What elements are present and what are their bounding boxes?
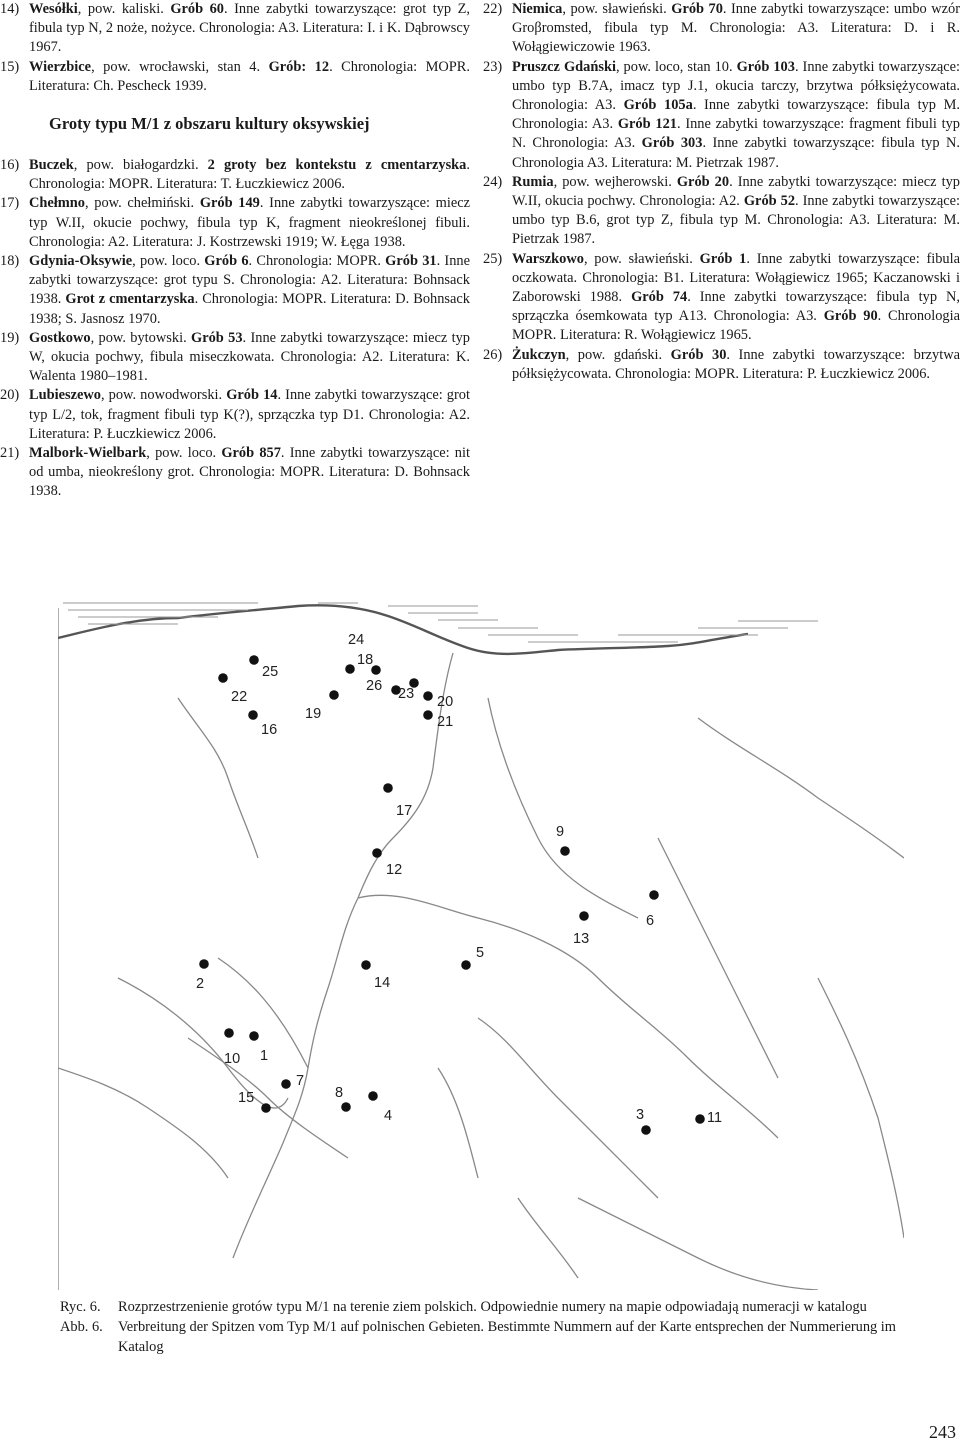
entry-number: 17) xyxy=(0,195,20,212)
entry-grave-ref: Grób 20 xyxy=(676,173,730,190)
map-label: 23 xyxy=(398,686,415,702)
map-marker xyxy=(224,1028,234,1038)
entry-number: 15) xyxy=(0,58,20,75)
entry-number: 20) xyxy=(0,387,20,404)
map-marker xyxy=(560,846,570,856)
catalog-entry xyxy=(0,386,470,444)
entry-grave-ref: Grób 149 xyxy=(199,195,260,212)
map-marker xyxy=(341,1102,351,1112)
entry-text: , pow. białogardzki. xyxy=(73,157,208,174)
page-number: 243 xyxy=(929,1422,956,1442)
catalog-list-right xyxy=(483,0,960,384)
map-label: 8 xyxy=(335,1085,344,1101)
catalog-entry xyxy=(0,156,470,194)
catalog-entry xyxy=(0,444,470,502)
entry-text: . Chronologia MOPR. Literatura: R. Wołągiewicz 1965. xyxy=(512,308,960,344)
entry-number: 22) xyxy=(483,1,503,17)
map-label: 10 xyxy=(224,1051,241,1067)
entry-grave-ref: Grób 31 xyxy=(385,253,437,270)
entry-text: . Inne zabytki towarzyszące: fibula typ N. Chronologia A3. Literatura: M. Pietrzak 1987. xyxy=(512,135,960,171)
entry-grave-ref: Grób 103 xyxy=(736,58,795,75)
left-column xyxy=(0,0,470,502)
catalog-entry xyxy=(0,58,470,96)
map-marker xyxy=(199,959,209,969)
map-marker xyxy=(345,664,355,674)
site-name: Wesółki xyxy=(29,1,78,17)
map-label: 18 xyxy=(357,652,374,668)
section-title: Groty typu M/1 z obszaru kultury oksywskiej xyxy=(49,114,370,134)
figure-caption xyxy=(60,1297,920,1357)
entry-grave-ref: Grób 90 xyxy=(823,308,878,325)
map-label: 3 xyxy=(636,1107,645,1123)
entry-text: . Inne zabytki towarzyszące: fragment fibuli typ N. Chronologia: A3. xyxy=(512,116,960,152)
map-label: 24 xyxy=(348,632,365,648)
entry-number: 26) xyxy=(483,346,503,363)
entry-text: , pow. bytowski. xyxy=(90,329,192,346)
entry-text: . Inne zabytki towarzyszące: grot typ L/2, tok, fragment fibuli typ K(?), sprzączka typ D1. Chronologia: A2. Literatura: P. Łuczkiewicz 2006. xyxy=(29,387,470,442)
map-label: 2 xyxy=(196,976,205,992)
entry-number: 19) xyxy=(0,329,20,346)
site-name: Lubieszewo xyxy=(29,387,101,404)
caption-text-pl: Rozprzestrzenienie grotów typu M/1 na terenie ziem polskich. Odpowiednie numery na mapie odpowiadają numeracji w katalogu xyxy=(118,1299,867,1315)
map-marker xyxy=(368,1091,378,1101)
map-markers xyxy=(196,632,722,1135)
entry-text: . Inne zabytki towarzyszące: umbo typ B.6, grot typ Z, fibula typ M. Chronologia: A3. Literatura: M. Pietrzak 1987. xyxy=(512,193,960,248)
entry-number: 24) xyxy=(483,173,503,190)
caption-label-de: Abb. 6. xyxy=(60,1319,103,1335)
entry-grave-ref: Grób 52 xyxy=(743,193,796,210)
entry-grave-ref: Grób 53 xyxy=(191,329,243,346)
map-marker xyxy=(361,960,371,970)
entry-text: . Chronologia: MOPR. Literatura: T. Łuczkiewicz 2006. xyxy=(29,157,470,193)
entry-grave-ref: Grób 6 xyxy=(204,253,249,270)
entry-number: 21) xyxy=(0,445,20,462)
entry-text: . Inne zabytki towarzyszące: fibula oczkowata. Chronologia: B1. Literatura: Wołągiewicz 1965; Kaczanowski i Zaborowski 1988. xyxy=(512,250,960,306)
map-label: 4 xyxy=(384,1108,393,1124)
caption-polish xyxy=(60,1297,920,1317)
entry-number: 23) xyxy=(483,58,503,75)
map-marker xyxy=(261,1103,271,1113)
entry-text: , pow. wrocławski, stan 4. xyxy=(91,58,269,75)
entry-text: . Inne zabytki towarzyszące: fibula typ M. Chronologia: A3. xyxy=(512,97,960,133)
entry-text: , pow. gdański. xyxy=(565,346,671,363)
catalog-entry xyxy=(483,58,960,173)
map-label: 6 xyxy=(646,913,655,929)
entry-text: . Inne zabytki towarzyszące: umbo wzór Groβromsted, fibula typ M. Chronologia: A3. Literatura: D. i R. Wołągiewiczowie 1963. xyxy=(512,1,960,56)
entry-text: , pow. kaliski. xyxy=(77,1,171,17)
map-label: 25 xyxy=(262,664,279,680)
site-name: Niemica xyxy=(512,1,563,17)
map-label: 5 xyxy=(476,945,485,961)
map-marker xyxy=(461,960,471,970)
entry-grave-ref: Grób 105a xyxy=(623,97,693,114)
entry-text: . Inne zabytki towarzyszące: fibula typ N, sprzączka ósemkowata typ A13. Chronologia: A3. xyxy=(512,289,960,325)
catalog-entry xyxy=(0,329,470,387)
catalog-list-left-b xyxy=(0,156,470,502)
map-label: 1 xyxy=(260,1048,269,1064)
entry-number: 25) xyxy=(483,250,503,267)
entry-grave-ref: Grób 14 xyxy=(226,387,278,404)
map-marker xyxy=(383,783,393,793)
site-name: Gdynia-Oksywie xyxy=(29,253,133,270)
entry-text: . Inne zabytki towarzyszące: umbo typ B.7A, imacz typ J.1, okucia tarczy, brzytwa półksiężycowata. Chronologia: A3. xyxy=(512,58,960,114)
entry-text: , pow. chełmiński. xyxy=(84,195,200,212)
map-label: 17 xyxy=(396,803,413,819)
map-marker xyxy=(249,655,259,665)
entry-grave-ref: Grób: 12 xyxy=(268,58,330,75)
entry-text: . Inne zabytki towarzyszące: grot typu S. Chronologia: A2. Literatura: Bohnsack 1938. xyxy=(29,253,470,308)
map-marker xyxy=(329,690,339,700)
map-label: 7 xyxy=(296,1073,305,1089)
caption-label-pl: Ryc. 6. xyxy=(60,1299,101,1315)
site-name: Chełmno xyxy=(29,195,85,212)
map-label: 22 xyxy=(231,689,248,705)
entry-text: , pow. sławieński. xyxy=(583,250,700,267)
entry-number: 16) xyxy=(0,157,20,174)
entry-grave-ref: Grób 1 xyxy=(699,250,747,267)
map-marker xyxy=(281,1079,291,1089)
site-name: Wierzbice xyxy=(29,58,92,75)
catalog-entry xyxy=(0,252,470,329)
catalog-entry xyxy=(483,346,960,384)
entry-grave-ref: Grot z cmentarzyska xyxy=(65,291,195,308)
entry-number: 14) xyxy=(0,1,20,17)
entry-text: , pow. loco. xyxy=(132,253,205,270)
map-marker xyxy=(248,710,258,720)
entry-text: . Inne zabytki towarzyszące: miecz typ W.II, okucia pochwy. Chronologia: A2. xyxy=(512,173,960,210)
entry-text: . Chronologia: MOPR. Literatura: D. Bohnsack 1938; S. Jasnosz 1970. xyxy=(29,291,470,327)
entry-number: 18) xyxy=(0,253,20,270)
site-name: Rumia xyxy=(512,173,554,190)
entry-grave-ref: 2 groty bez kontekstu z cmentarzyska xyxy=(207,157,467,174)
entry-text: , pow. nowodworski. xyxy=(100,387,227,404)
entry-text: . Inne zabytki towarzyszące: brzytwa półksiężycowata. Chronologia: MOPR. Literatura: P. Łuczkiewicz 2006. xyxy=(512,346,960,382)
entry-text: , pow. sławieński. xyxy=(562,1,672,17)
map-label: 11 xyxy=(707,1110,723,1126)
distribution-map xyxy=(58,598,904,1290)
entry-text: . Inne zabytki towarzyszące: miecz typ W.II, okucie pochwy, fibula typ K, fragment nieokreślonej fibuli. Chronologia: A2. Literatura: J. Kostrzewski 1919; W. Łęga 1938. xyxy=(29,195,471,250)
map-marker xyxy=(695,1114,705,1124)
entry-text: . Inne zabytki towarzyszące: miecz typ W, okucia pochwy, fibula miseczkowata. Chronologia: A2. Literatura: K. Walenta 1980–1981. xyxy=(29,329,470,385)
caption-text-de: Verbreitung der Spitzen vom Typ M/1 auf polnischen Gebieten. Bestimmte Nummern auf der Karte entsprechen der Nummerierung im Katalog xyxy=(118,1319,896,1355)
entry-grave-ref: Grób 30 xyxy=(670,346,727,363)
coastline xyxy=(58,605,748,654)
entry-text: . Inne zabytki towarzyszące: nit od umba, nieokreślony grot. Chronologia: MOPR. Literatura: D. Bohnsack 1938. xyxy=(29,445,470,500)
map-label: 13 xyxy=(573,931,590,947)
site-name: Gostkowo xyxy=(29,329,91,346)
map-marker xyxy=(218,673,228,683)
entry-text: , pow. loco. xyxy=(146,445,222,462)
map-marker xyxy=(423,710,433,720)
entry-text: , pow. wejherowski. xyxy=(553,173,677,190)
map-marker xyxy=(579,911,589,921)
catalog-entry xyxy=(0,194,470,252)
map-label: 14 xyxy=(374,975,391,991)
map-label: 9 xyxy=(556,824,565,840)
map-label: 26 xyxy=(366,678,383,694)
entry-grave-ref: Grób 303 xyxy=(641,135,703,152)
entry-grave-ref: Grób 70 xyxy=(671,1,723,17)
map-label: 19 xyxy=(305,706,322,722)
map-label: 20 xyxy=(437,694,454,710)
map-marker xyxy=(372,848,382,858)
catalog-entry xyxy=(483,0,960,58)
site-name: Pruszcz Gdański xyxy=(512,58,616,75)
entry-grave-ref: Grób 121 xyxy=(617,116,677,133)
map-marker xyxy=(641,1125,651,1135)
site-name: Buczek xyxy=(29,157,74,174)
catalog-entry xyxy=(483,250,960,346)
map-marker xyxy=(423,691,433,701)
right-column xyxy=(483,0,960,384)
entry-grave-ref: Grób 74 xyxy=(631,289,688,306)
site-name: Warszkowo xyxy=(512,250,584,267)
entry-grave-ref: Grób 857 xyxy=(221,445,281,462)
map-label: 21 xyxy=(437,714,454,730)
catalog-list-left-a xyxy=(0,0,470,96)
catalog-entry xyxy=(483,173,960,250)
rivers xyxy=(58,653,904,1290)
catalog-entry xyxy=(0,0,470,58)
map-label: 12 xyxy=(386,862,403,878)
entry-text: . Inne zabytki towarzyszące: grot typ Z, fibula typ N, 2 noże, nożyce. Chronologia: A3. Literatura: I. i K. Dąbrowscy 1967. xyxy=(29,1,470,56)
entry-grave-ref: Grób 60 xyxy=(170,1,224,17)
caption-german xyxy=(60,1317,920,1357)
site-name: Malbork-Wielbark xyxy=(29,445,147,462)
entry-text: , pow. loco, stan 10. xyxy=(615,58,737,75)
map-marker xyxy=(649,890,659,900)
map-marker xyxy=(249,1031,259,1041)
map-label: 15 xyxy=(238,1090,255,1106)
entry-text: . Chronologia: MOPR. Literatura: Ch. Pescheck 1939. xyxy=(29,58,471,94)
site-name: Żukczyn xyxy=(512,346,566,363)
map-label: 16 xyxy=(261,722,278,738)
entry-text: . Chronologia: MOPR. xyxy=(248,253,386,270)
